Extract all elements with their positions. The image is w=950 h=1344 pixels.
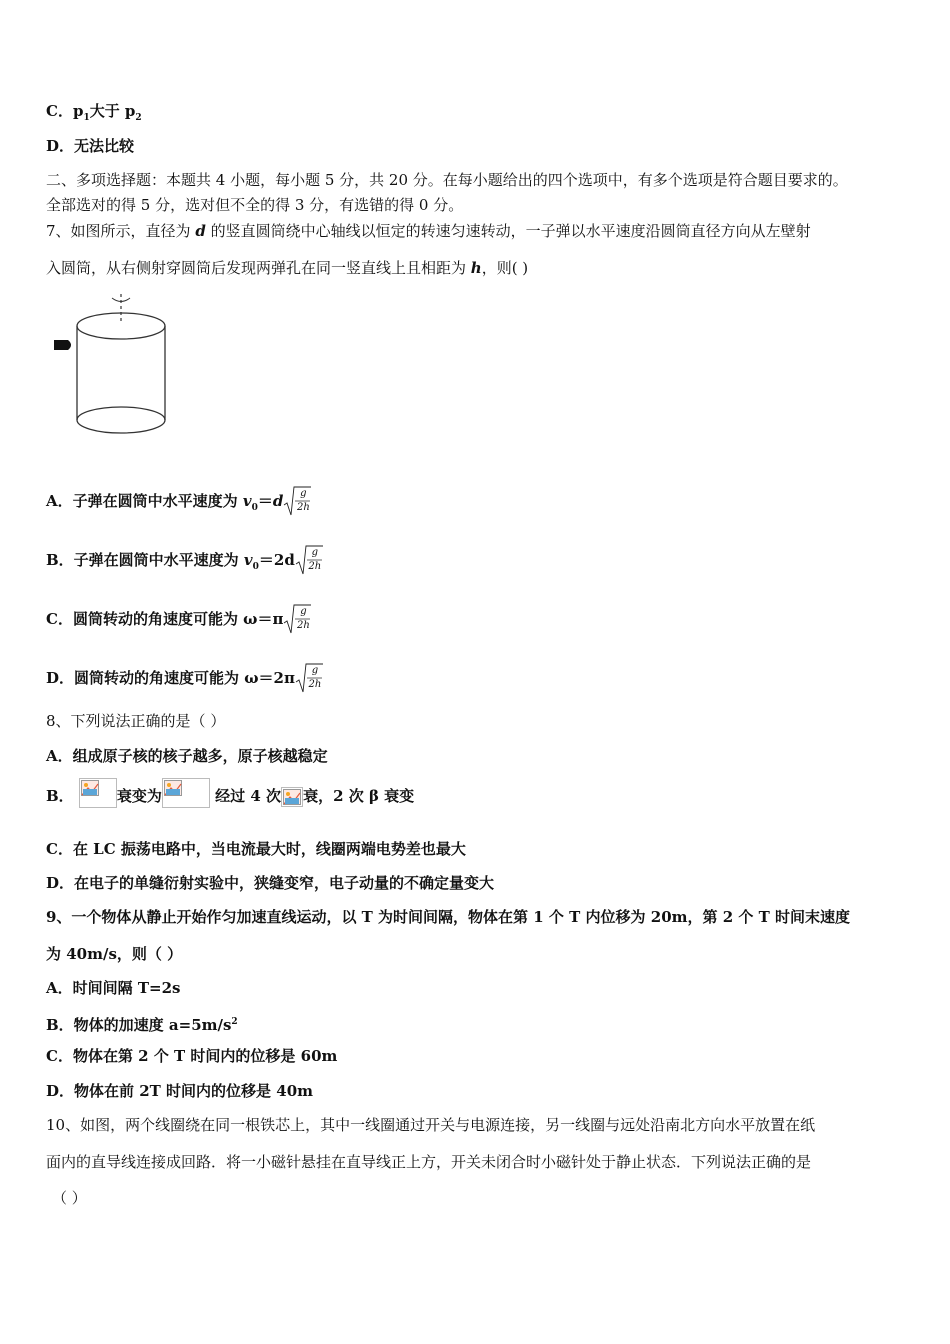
sqrt-g-over-2h: g 2h: [283, 603, 311, 637]
broken-image-icon: [79, 778, 117, 808]
q7-stem-line1: 7、如图所示，直径为 d 的竖直圆筒绕中心轴线以恒定的转速匀速转动，一子弹以水平速度沿圆筒直径方向从左壁射: [46, 222, 811, 240]
broken-image-icon: [162, 778, 210, 808]
q7-option-c: C．圆筒转动的角速度可能为 ω＝π g 2h: [46, 602, 311, 637]
q8-option-b: B． 衰变为 经过 4 次 衰，2 次 β 衰变: [46, 776, 414, 816]
q6-option-d: D．无法比较: [46, 137, 135, 155]
q9-option-d: D．物体在前 2T 时间内的位移是 40m: [46, 1082, 314, 1100]
q7-option-a: A．子弹在圆筒中水平速度为 $v_0=d$ g 2h: [46, 484, 311, 525]
q10-stem-line3: （ ）: [52, 1189, 87, 1207]
cylinder-top: [77, 313, 165, 339]
sqrt-g-over-2h: g 2h: [283, 485, 311, 519]
q8-stem: 8、下列说法正确的是（ ）: [46, 712, 226, 730]
q9-option-b: B．物体的加速度 $a=5m/s^2$: [46, 1016, 238, 1034]
cylinder-bottom: [77, 407, 165, 433]
q7-stem-line2: 入圆筒，从右侧射穿圆筒后发现两弹孔在同一竖直线上且相距为 h，则( ): [46, 259, 529, 277]
section2-line1: 二、多项选择题：本题共 4 小题，每小题 5 分，共 20 分。在每小题给出的四个选项中，有多个选项是符合题目要求的。: [46, 171, 848, 189]
bullet-icon: [54, 340, 71, 350]
broken-image-icon: [281, 787, 303, 807]
q8-option-d: D．在电子的单缝衍射实验中，狭缝变窄，电子动量的不确定量变大: [46, 874, 495, 892]
q8-option-c: C．在 LC 振荡电路中，当电流最大时，线圈两端电势差也最大: [46, 840, 466, 858]
q10-stem-line1: 10、如图，两个线圈绕在同一根铁芯上，其中一线圈通过开关与电源连接，另一线圈与远处沿南北方向水平放置在纸: [46, 1116, 816, 1134]
q9-stem-line1: 9、一个物体从静止开始作匀加速直线运动，以 T 为时间间隔，物体在第 1 个 T 内位移为 20m，第 2 个 T 时间末速度: [46, 908, 850, 926]
sqrt-g-over-2h: g 2h: [295, 662, 323, 696]
sqrt-g-over-2h: g 2h: [295, 544, 323, 578]
q6-option-c: C．$p_1$大于 $p_2$: [46, 102, 142, 123]
q7-option-d: D．圆筒转动的角速度可能为 ω＝2π g 2h: [46, 661, 323, 696]
q9-option-c: C．物体在第 2 个 T 时间内的位移是 60m: [46, 1047, 338, 1065]
q7-option-b: B．子弹在圆筒中水平速度为 $v_0=2d$ g 2h: [46, 543, 323, 584]
rotating-cylinder-figure: [50, 288, 180, 440]
q8-option-a: A．组成原子核的核子越多，原子核越稳定: [46, 747, 328, 765]
q10-stem-line2: 面内的直导线连接成回路．将一小磁针悬挂在直导线正上方，开关未闭合时小磁针处于静止状态．下列说法正确的是: [46, 1153, 812, 1171]
q9-stem-line2: 为 40m/s，则（ ）: [46, 945, 183, 963]
q9-option-a: A．时间间隔 T=2s: [46, 979, 181, 997]
section2-line2: 全部选对的得 5 分，选对但不全的得 3 分，有选错的得 0 分。: [46, 196, 464, 214]
